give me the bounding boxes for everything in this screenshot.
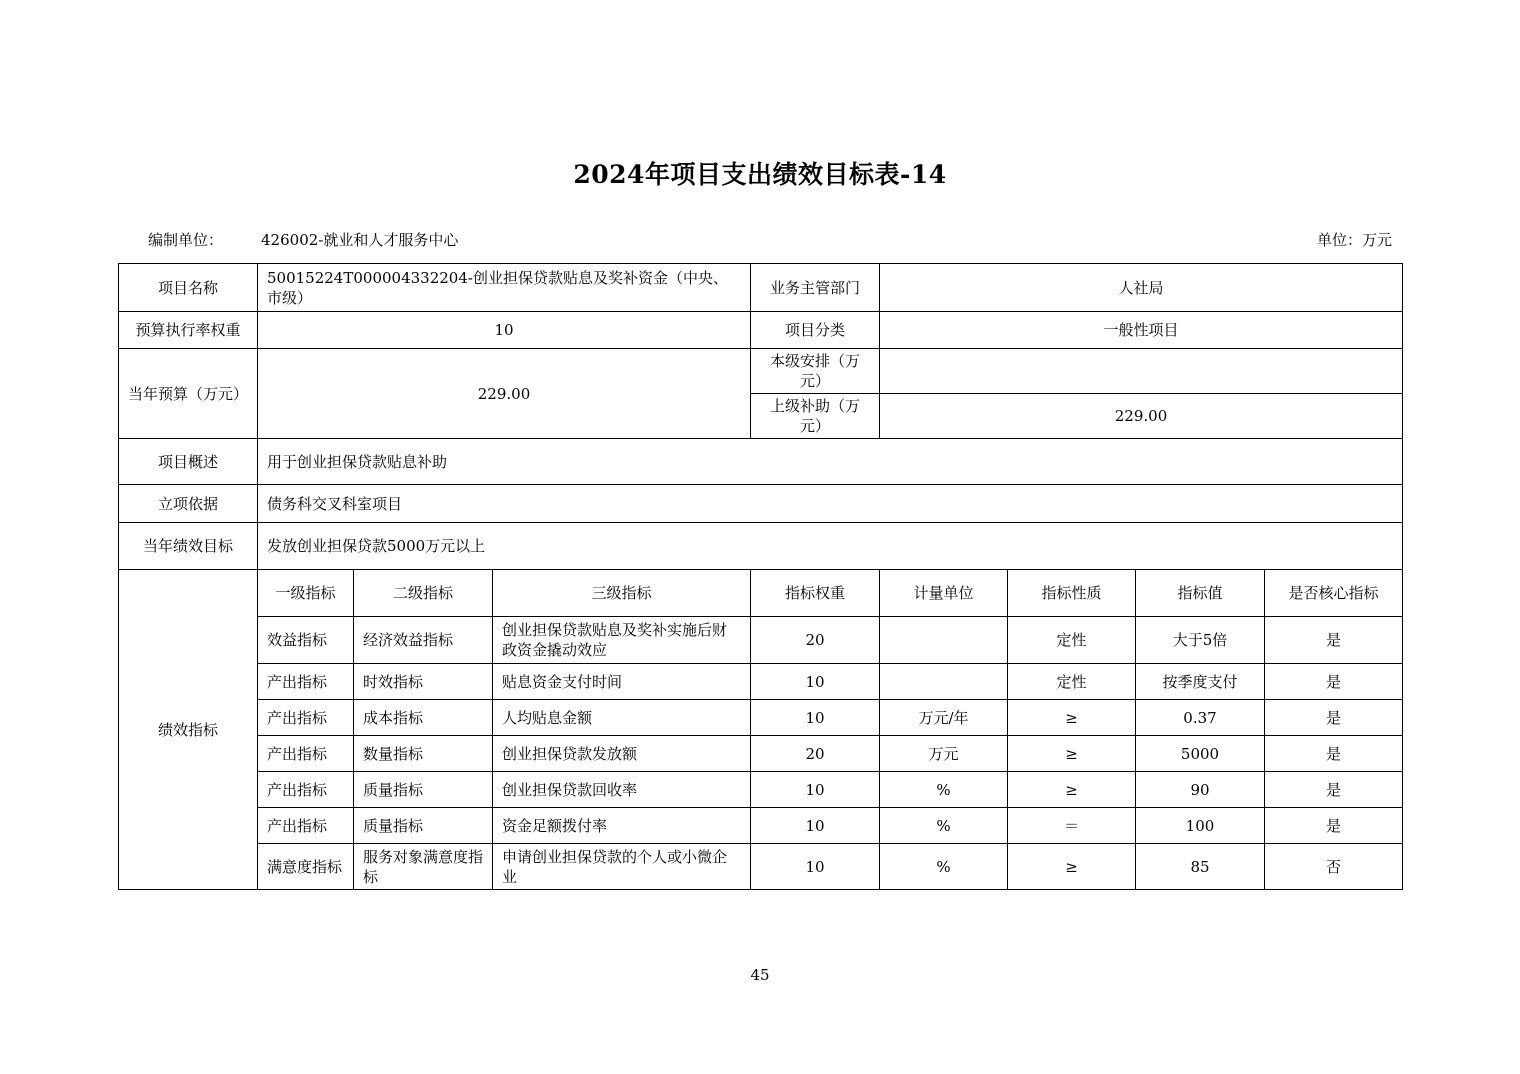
cell-l2: 质量指标 <box>354 808 493 844</box>
row-goal <box>119 523 1403 570</box>
cell-value: 5000 <box>1136 736 1265 772</box>
cell-nature: ≥ <box>1008 772 1136 808</box>
cell-value: 按季度支付 <box>1136 664 1265 700</box>
cell-l2: 时效指标 <box>354 664 493 700</box>
cell-nature: ＝ <box>1008 808 1136 844</box>
header-l3: 三级指标 <box>493 570 751 617</box>
cell-weight: 20 <box>751 736 880 772</box>
basis-label: 立项依据 <box>119 485 258 523</box>
overview-value: 用于创业担保贷款贴息补助 <box>258 439 1403 485</box>
upper-label: 上级补助（万元） <box>751 394 880 439</box>
category-label: 项目分类 <box>751 312 880 349</box>
category-value: 一般性项目 <box>880 312 1403 349</box>
header-l1: 一级指标 <box>258 570 354 617</box>
cell-core: 否 <box>1265 844 1403 890</box>
cell-unit: 万元 <box>880 736 1008 772</box>
cell-unit <box>880 617 1008 664</box>
project-name-label: 项目名称 <box>119 264 258 312</box>
cell-l2: 数量指标 <box>354 736 493 772</box>
cell-nature: 定性 <box>1008 617 1136 664</box>
cell-core: 是 <box>1265 808 1403 844</box>
cell-core: 是 <box>1265 772 1403 808</box>
cell-unit: % <box>880 844 1008 890</box>
unit-label: 单位：万元 <box>1316 231 1392 249</box>
row-project-name <box>119 264 1403 312</box>
dept-label: 业务主管部门 <box>751 264 880 312</box>
overview-label: 项目概述 <box>119 439 258 485</box>
cell-weight: 10 <box>751 844 880 890</box>
row-basis <box>119 485 1403 523</box>
weight-value: 10 <box>258 312 751 349</box>
goal-label: 当年绩效目标 <box>119 523 258 570</box>
cell-nature: 定性 <box>1008 664 1136 700</box>
header-value: 指标值 <box>1136 570 1265 617</box>
goal-value: 发放创业担保贷款5000万元以上 <box>258 523 1403 570</box>
local-value <box>880 349 1403 394</box>
cell-l2: 经济效益指标 <box>354 617 493 664</box>
cell-weight: 10 <box>751 664 880 700</box>
project-name-value: 50015224T000004332204-创业担保贷款贴息及奖补资金（中央、市级） <box>258 264 751 312</box>
cell-l1: 效益指标 <box>258 617 354 664</box>
cell-value: 85 <box>1136 844 1265 890</box>
table-row <box>119 700 1403 736</box>
cell-l3: 创业担保贷款回收率 <box>493 772 751 808</box>
local-label: 本级安排（万元） <box>751 349 880 394</box>
indicators-section-label: 绩效指标 <box>119 570 258 890</box>
table-row <box>119 664 1403 700</box>
cell-l3: 创业担保贷款贴息及奖补实施后财政资金撬动效应 <box>493 617 751 664</box>
table-row <box>119 844 1403 890</box>
header-nature: 指标性质 <box>1008 570 1136 617</box>
cell-core: 是 <box>1265 736 1403 772</box>
cell-l3: 人均贴息金额 <box>493 700 751 736</box>
org-label: 编制单位： <box>148 231 224 249</box>
row-overview <box>119 439 1403 485</box>
cell-l3: 资金足额拨付率 <box>493 808 751 844</box>
cell-value: 90 <box>1136 772 1265 808</box>
cell-l2: 服务对象满意度指标 <box>354 844 493 890</box>
cell-l1: 产出指标 <box>258 772 354 808</box>
header-core: 是否核心指标 <box>1265 570 1403 617</box>
cell-l1: 满意度指标 <box>258 844 354 890</box>
table-row <box>119 808 1403 844</box>
cell-value: 大于5倍 <box>1136 617 1265 664</box>
cell-weight: 10 <box>751 700 880 736</box>
cell-l1: 产出指标 <box>258 808 354 844</box>
upper-value: 229.00 <box>880 394 1403 439</box>
cell-value: 100 <box>1136 808 1265 844</box>
cell-weight: 20 <box>751 617 880 664</box>
row-budget-local <box>119 349 1403 394</box>
cell-core: 是 <box>1265 664 1403 700</box>
cell-unit: % <box>880 808 1008 844</box>
cell-l1: 产出指标 <box>258 664 354 700</box>
cell-l2: 成本指标 <box>354 700 493 736</box>
indicator-header-row <box>119 570 1403 617</box>
header-unit: 计量单位 <box>880 570 1008 617</box>
basis-value: 债务科交叉科室项目 <box>258 485 1403 523</box>
page-number: 45 <box>750 966 770 984</box>
budget-value: 229.00 <box>258 349 751 439</box>
cell-nature: ≥ <box>1008 736 1136 772</box>
cell-nature: ≥ <box>1008 844 1136 890</box>
cell-nature: ≥ <box>1008 700 1136 736</box>
budget-label: 当年预算（万元） <box>119 349 258 439</box>
dept-value: 人社局 <box>880 264 1403 312</box>
header-weight: 指标权重 <box>751 570 880 617</box>
org-value: 426002-就业和人才服务中心 <box>261 231 459 249</box>
cell-value: 0.37 <box>1136 700 1265 736</box>
cell-l3: 贴息资金支付时间 <box>493 664 751 700</box>
cell-weight: 10 <box>751 772 880 808</box>
cell-l1: 产出指标 <box>258 700 354 736</box>
org-info <box>148 229 458 250</box>
weight-label: 预算执行率权重 <box>119 312 258 349</box>
performance-table <box>118 263 1403 890</box>
cell-l1: 产出指标 <box>258 736 354 772</box>
page-title: 2024年项目支出绩效目标表-14 <box>573 160 947 189</box>
cell-l3: 创业担保贷款发放额 <box>493 736 751 772</box>
cell-unit: 万元/年 <box>880 700 1008 736</box>
table-row <box>119 772 1403 808</box>
cell-unit: % <box>880 772 1008 808</box>
row-weight <box>119 312 1403 349</box>
cell-core: 是 <box>1265 700 1403 736</box>
cell-weight: 10 <box>751 808 880 844</box>
cell-unit <box>880 664 1008 700</box>
header-l2: 二级指标 <box>354 570 493 617</box>
table-row <box>119 736 1403 772</box>
cell-core: 是 <box>1265 617 1403 664</box>
table-row <box>119 617 1403 664</box>
cell-l2: 质量指标 <box>354 772 493 808</box>
cell-l3: 申请创业担保贷款的个人或小微企业 <box>493 844 751 890</box>
